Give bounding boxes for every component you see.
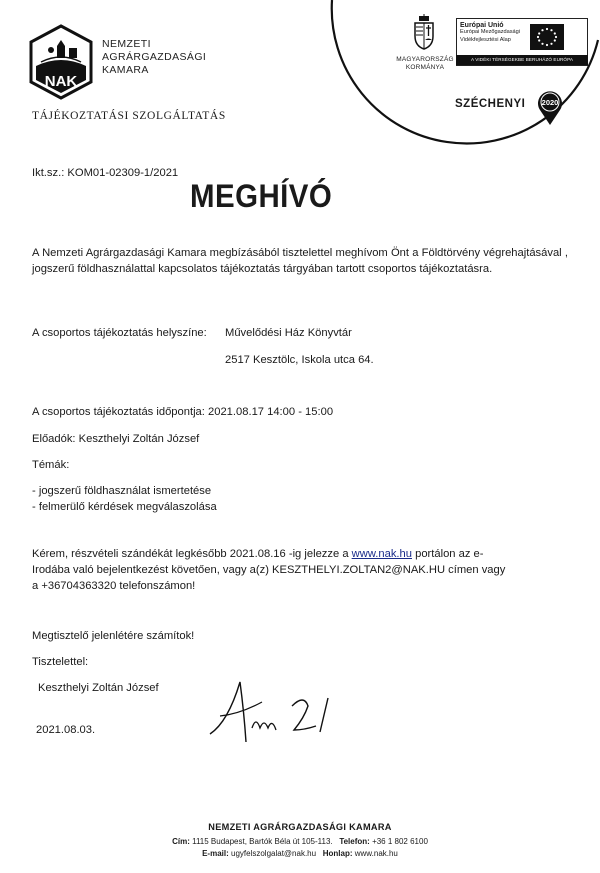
web-label: Honlap: bbox=[322, 849, 353, 858]
address-value: 1115 Budapest, Bartók Béla út 105-113. bbox=[192, 837, 333, 846]
footer-contact-line bbox=[0, 849, 600, 858]
time-label: A csoportos tájékoztatás időpontja: bbox=[32, 406, 205, 418]
org-name-line: AGRÁRGAZDASÁGI bbox=[102, 51, 207, 63]
szechenyi-year: 2020 bbox=[541, 98, 559, 107]
document-date: 2021.08.03. bbox=[36, 724, 96, 736]
eu-strip: A VIDÉKI TÉRSÉGEKBE BERUHÁZÓ EURÓPA bbox=[456, 55, 588, 65]
address-label: Cím: bbox=[172, 837, 190, 846]
org-name bbox=[102, 38, 206, 77]
speakers-value: Keszthelyi Zoltán József bbox=[78, 433, 200, 445]
topics-label: Témák: bbox=[32, 459, 70, 471]
org-name-line: KAMARA bbox=[102, 64, 149, 76]
location-name: Művelődési Ház Könyvtár bbox=[225, 327, 352, 339]
phone-label: Telefon: bbox=[339, 837, 370, 846]
topic-item: - jogszerű földhasználat ismertetése bbox=[32, 485, 212, 497]
registration-request bbox=[32, 546, 512, 594]
location-label: A csoportos tájékoztatás helyszíne: bbox=[32, 327, 207, 339]
handwritten-signature bbox=[200, 672, 360, 750]
web-value: www.nak.hu bbox=[354, 849, 398, 858]
nak-logo bbox=[27, 24, 95, 100]
location-address: 2517 Kesztölc, Iskola utca 64. bbox=[225, 354, 374, 366]
email-label: E-mail: bbox=[202, 849, 229, 858]
intro-paragraph: A Nemzeti Agrárgazdasági Kamara megbízásából tisztelettel meghívom Önt a Földtörvény végrehajtásával , jogszerű földhasználattal kapcsolatos tájékoztatás tárgyában tartott csoportos tájékoztatásra. bbox=[32, 247, 568, 275]
eu-fund-line: Európai Mezőgazdasági bbox=[460, 29, 521, 36]
signer-name: Keszthelyi Zoltán József bbox=[38, 682, 159, 694]
gov-line: KORMÁNYA bbox=[405, 64, 445, 71]
footer-contact-line bbox=[0, 837, 600, 846]
gov-line: MAGYARORSZÁG bbox=[396, 56, 454, 63]
document-title: MEGHÍVÓ bbox=[190, 178, 333, 214]
phone-value: +36 1 802 6100 bbox=[372, 837, 428, 846]
time-row bbox=[32, 404, 333, 420]
closing-line: Megtisztelő jelenlétére számítok! bbox=[32, 630, 195, 642]
coat-of-arms-icon bbox=[412, 14, 436, 50]
email-value: ugyfelszolgalat@nak.hu bbox=[231, 849, 317, 858]
regards-line: Tisztelettel: bbox=[32, 656, 89, 668]
eu-text bbox=[460, 22, 520, 44]
request-text: Kérem, részvételi szándékát legkésőbb 2021.08.16 -ig jelezze a bbox=[32, 548, 352, 560]
eu-flag-icon bbox=[530, 24, 564, 50]
reference-number: Ikt.sz.: KOM01-02309-1/2021 bbox=[32, 167, 179, 179]
eu-title: Európai Unió bbox=[460, 22, 504, 29]
logo-text: NAK bbox=[44, 73, 78, 90]
szechenyi-2020-icon bbox=[536, 88, 564, 126]
topic-item: - felmerülő kérdések megválaszolása bbox=[32, 501, 217, 513]
speakers-row bbox=[32, 431, 199, 447]
service-title: TÁJÉKOZTATÁSI SZOLGÁLTATÁS bbox=[32, 110, 226, 122]
government-name bbox=[392, 56, 458, 72]
org-name-line: NEMZETI bbox=[102, 38, 151, 50]
time-value: 2021.08.17 14:00 - 15:00 bbox=[208, 406, 334, 418]
footer-org-name: NEMZETI AGRÁRGAZDASÁGI KAMARA bbox=[208, 822, 392, 832]
speakers-label: Előadók: bbox=[32, 433, 76, 445]
szechenyi-label: SZÉCHENYI bbox=[455, 98, 526, 110]
nak-website-link[interactable]: www.nak.hu bbox=[351, 548, 412, 560]
request-text: portálon az e-Irodába való bejelentkezést követően, vagy a(z) KESZTHELYI.ZOLTAN2@NAK.HU címen vagy a +36704363320 telefonszámon! bbox=[32, 548, 506, 592]
eu-fund-line: Vidékfejlesztési Alap bbox=[460, 36, 511, 43]
